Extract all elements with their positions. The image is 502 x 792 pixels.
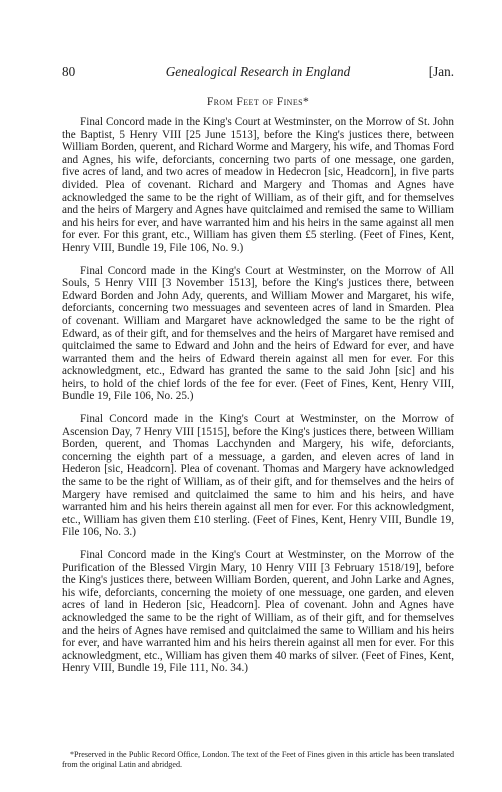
header-issue-marker: [Jan.	[428, 64, 454, 79]
article-body	[62, 116, 454, 685]
running-title: Genealogical Research in England	[165, 64, 351, 79]
section-title: From Feet of Fines*	[206, 95, 310, 108]
paragraph: Final Concord made in the King's Court at Westminster, on the Morrow of All Souls, 5 Henry VIII [3 November 1513], before the King's justices there, between Edward Borden and John Ady, querents, and William Mower and Margaret, his wife, deforciants, concerning two messuages and seventeen acres of land in Smarden. Plea of covenant. William and Margaret have acknowledged the same to be the right of Edward, as of their gift, and for themselves and the heirs of Margaret have remised and quitclaimed the same to Edward and John and the heirs of Edward for ever, and have warranted them and the heirs of Edward therein against all men for ever. For this acknowledgment, etc., Edward has granted the same to the said John [sic] and his heirs, to hold of the chief lords of the fee for ever. (Feet of Fines, Kent, Henry VIII, Bundle 19, File 106, No. 25.)	[62, 264, 454, 403]
paragraph: Final Concord made in the King's Court at Westminster, on the Morrow of Ascension Day, 7 Henry VIII [1515], before the King's justices there, between William Borden, querent, and Thomas Lacchynden and Margery, his wife, deforciants, concerning the eighth part of a messuage, a garden, and eleven acres of land in Hederon [sic, Headcorn]. Plea of covenant. Thomas and Margery have acknowledged the same to be the right of William, as of their gift, and for themselves and the heirs of Margery have remised and quitclaimed the same to him and his heirs, and have warranted him and his heirs therein against all men for ever. For this acknowledgment, etc., William has given them £10 sterling. (Feet of Fines, Kent, Henry VIII, Bundle 19, File 106, No. 3.)	[62, 413, 454, 539]
paragraph: Final Concord made in the King's Court at Westminster, on the Morrow of St. John the Baptist, 5 Henry VIII [25 June 1513], before the King's justices there, between William Borden, querent, and Richard Worme and Margery, his wife, and Thomas Ford and Agnes, his wife, deforciants, concerning two parts of one message, one garden, five acres of land, and two acres of meadow in Hedecron [sic, Headcorn], in five parts divided. Plea of covenant. Richard and Margery and Thomas and Agnes have acknowledged the same to be the right of William, as of their gift, and for themselves and the heirs of Margery and Agnes have quitclaimed and remised the same to William and his heirs for ever, and have warranted him and his heirs in the same against all men for ever. For this grant, etc., William has given them £5 sterling. (Feet of Fines, Kent, Henry VIII, Bundle 19, File 106, No. 9.)	[62, 116, 454, 254]
page-number: 80	[62, 64, 76, 79]
paragraph: Final Concord made in the King's Court at Westminster, on the Morrow of the Purification of the Blessed Virgin Mary, 10 Henry VIII [3 February 1518/19], before the King's justices there, between William Borden, querent, and John Larke and Agnes, his wife, deforciants, concerning the moiety of one messuage, one garden, and eleven acres of land in Hederon [sic, Headcorn]. Plea of covenant. John and Agnes have acknowledged the same to be the right of William, as of their gift, and for themselves and the heirs of Agnes have remised and quitclaimed the same to William and his heirs for ever, and have warranted him and his heirs therein against all men for ever. For this acknowledgment, etc., William has given them 40 marks of silver. (Feet of Fines, Kent, Henry VIII, Bundle 19, File 111, No. 34.)	[62, 549, 454, 675]
footnote: *Preserved in the Public Record Office, London. The text of the Feet of Fines given in this article has been translated from the original Latin and abridged.	[62, 750, 454, 770]
page-header	[62, 64, 454, 82]
